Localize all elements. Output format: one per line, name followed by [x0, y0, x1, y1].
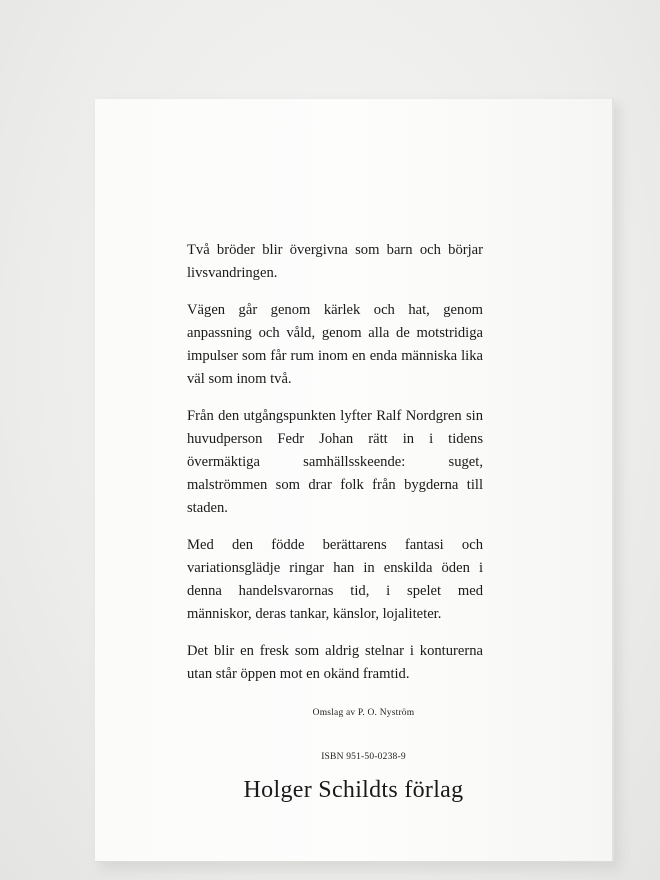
- blurb-paragraph-1: Två bröder blir övergivna som barn och börjar livsvandringen.: [187, 242, 483, 281]
- blurb-paragraph-4: Med den födde berättarens fantasi och variationsglädje ringar han in enskilda öden i denna handelsvarornas tid, i spelet med människor, deras tankar, känslor, lojaliteter.: [187, 537, 483, 622]
- isbn-number: ISBN 951-50-0238-9: [321, 752, 406, 762]
- cover-credit: Omslag av P. O. Nyström: [312, 708, 415, 718]
- blurb-paragraph-5: Det blir en fresk som aldrig stelnar i konturerna utan står öppen mot en okänd framtid.: [187, 643, 483, 682]
- blurb-text: [187, 239, 483, 700]
- blurb-paragraph-2: Vägen går genom kärlek och hat, genom anpassning och våld, genom alla de motstridiga impulser som får rum inom en enda människa lika väl som inom två.: [187, 302, 483, 387]
- book-back-cover: [95, 99, 614, 862]
- publisher-name: Holger Schildts förlag: [243, 777, 464, 803]
- blurb-paragraph-3: Från den utgångspunkten lyfter Ralf Nordgren sin huvudperson Fedr Johan rätt in i tidens övermäktiga samhällsskeende: suget, malströmmen som drar folk från bygderna till staden.: [187, 408, 483, 516]
